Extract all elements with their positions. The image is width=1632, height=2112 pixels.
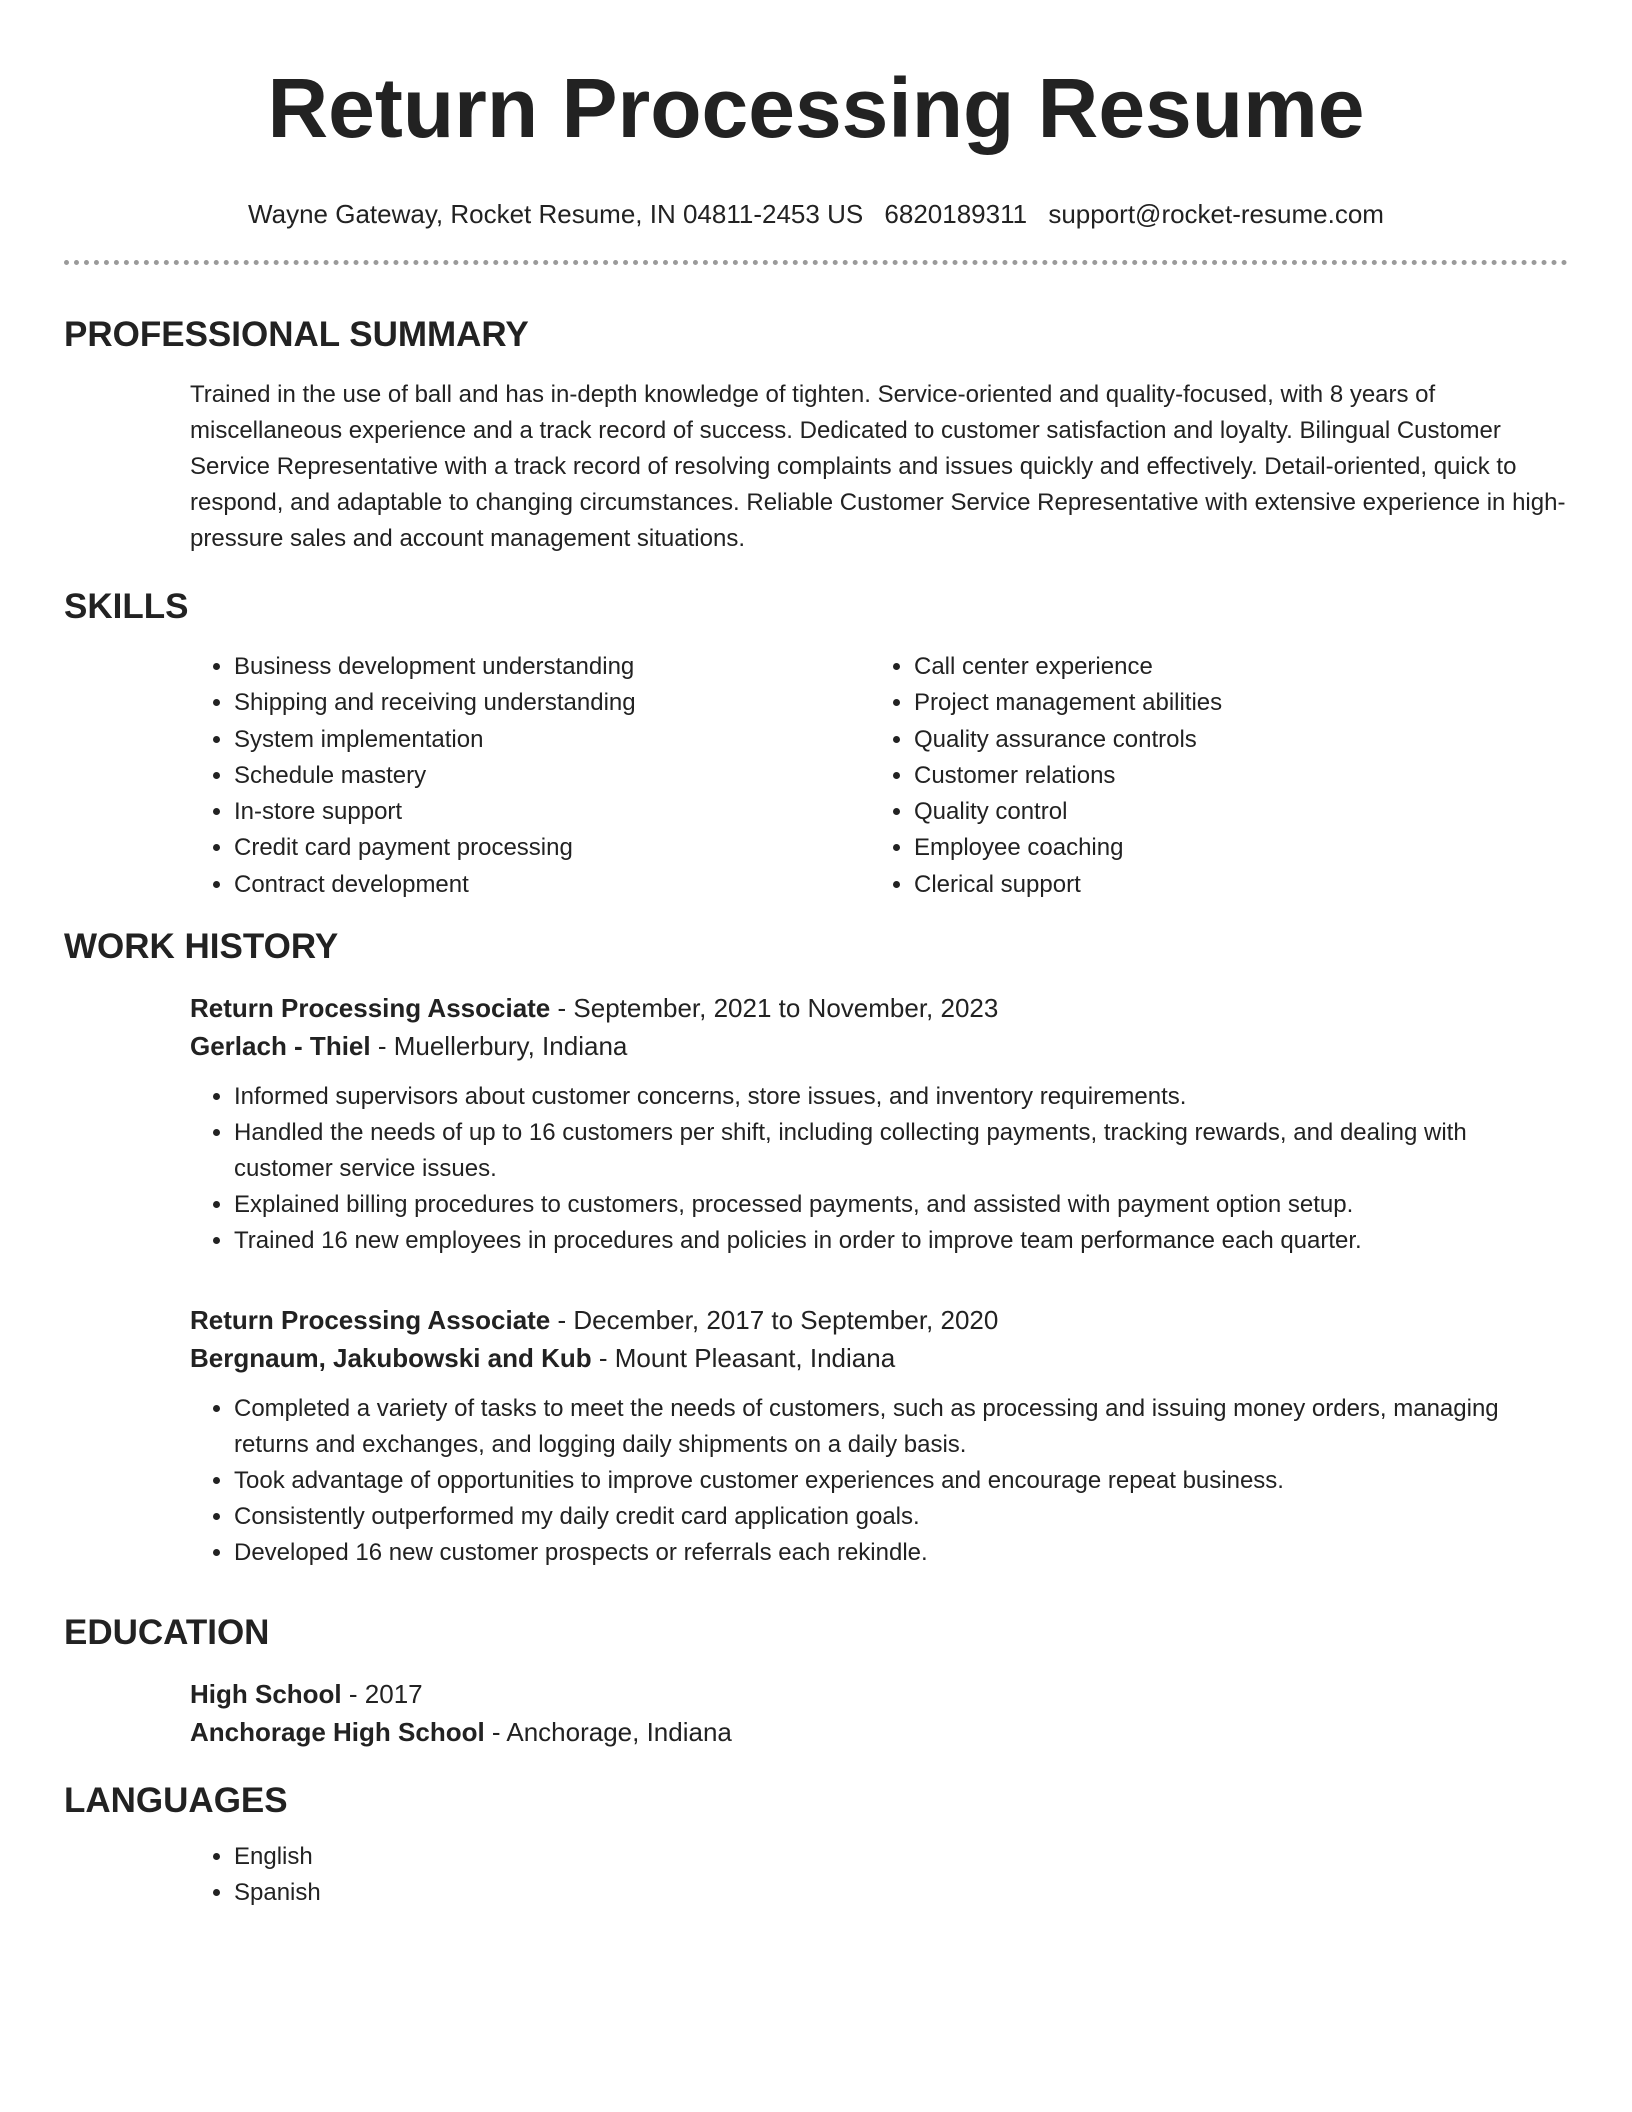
skills-section (64, 649, 1568, 903)
skill-item: • Customer relations (914, 758, 1550, 794)
summary-text: Trained in the use of ball and has in-depth knowledge of tighten. Service-oriented and quality-focused, with 8 years of miscellaneous experience and a track record of success. Dedicated to customer satisfaction and loyalty. Bilingual Customer Service Representative with a track record of resolving complaints and issues quickly and effectively. Detail-oriented, quick to respond, and adaptable to changing circumstances. Reliable Customer Service Representative with extensive experience in high-pressure sales and account management situations. (190, 381, 1566, 552)
work-history-section (64, 989, 1568, 1571)
languages-list (190, 1839, 1568, 1911)
job-bullet: • Completed a variety of tasks to meet the needs of customers, such as processing and issuing money orders, managing returns and exchanges, and logging daily shipments on a daily basis. (234, 1391, 1568, 1463)
job-bullet: • Informed supervisors about customer concerns, store issues, and inventory requirements. (234, 1079, 1568, 1115)
job-bullet: • Took advantage of opportunities to improve customer experiences and encourage repeat business. (234, 1463, 1568, 1499)
job-bullet: • Trained 16 new employees in procedures and policies in order to improve team performance each quarter. (234, 1223, 1568, 1259)
job-bullet: • Developed 16 new customer prospects or referrals each rekindle. (234, 1535, 1568, 1571)
skills-list-right (870, 649, 1550, 903)
education-year: - 2017 (341, 1679, 423, 1710)
skill-item: • Contract development (234, 867, 870, 903)
education-section (64, 1675, 1568, 1751)
skills-list-left (190, 649, 870, 903)
summary-heading: PROFESSIONAL SUMMARY (64, 315, 529, 354)
skill-item: • Employee coaching (914, 830, 1550, 866)
work-history-heading: WORK HISTORY (64, 927, 339, 967)
contact-email: support@rocket-resume.com (1048, 199, 1384, 229)
language-item: • Spanish (234, 1875, 1568, 1911)
skill-item: • Project management abilities (914, 685, 1550, 721)
education-school: Anchorage High School (190, 1717, 485, 1748)
job-company: Gerlach - Thiel (190, 1031, 371, 1062)
skill-item: • Quality control (914, 794, 1550, 830)
job-company-line (190, 1027, 1568, 1065)
education-degree: High School (190, 1679, 342, 1710)
job-bullets (190, 1391, 1568, 1571)
skills-heading: SKILLS (64, 587, 189, 626)
skills-columns (190, 649, 1568, 903)
skill-item: • Quality assurance controls (914, 722, 1550, 758)
job-title: Return Processing Associate (190, 1305, 551, 1336)
education-location: - Anchorage, Indiana (484, 1717, 732, 1748)
resume-title: Return Processing Resume (267, 61, 1365, 155)
skill-item: • In-store support (234, 794, 870, 830)
job-bullets (190, 1079, 1568, 1259)
job-dates: - September, 2021 to November, 2023 (550, 993, 999, 1024)
job-title-line (190, 989, 1568, 1027)
job-bullet: • Explained billing procedures to customers, processed payments, and assisted with payment option setup. (234, 1187, 1568, 1223)
languages-heading: LANGUAGES (64, 1781, 288, 1821)
job-title-line (190, 1301, 1568, 1339)
education-heading: EDUCATION (64, 1613, 270, 1653)
job-bullet: • Consistently outperformed my daily credit card application goals. (234, 1499, 1568, 1535)
contact-line (64, 198, 1568, 230)
job-company-line (190, 1339, 1568, 1377)
job-title: Return Processing Associate (190, 993, 551, 1024)
skill-item: • System implementation (234, 722, 870, 758)
language-item: • English (234, 1839, 1568, 1875)
contact-phone: 6820189311 (884, 199, 1028, 229)
skill-item: • Shipping and receiving understanding (234, 685, 870, 721)
job-bullet: • Handled the needs of up to 16 customers per shift, including collecting payments, tracking rewards, and dealing with customer service issues. (234, 1115, 1568, 1187)
header-divider (64, 260, 1568, 265)
education-school-line (190, 1713, 1568, 1751)
skill-item: • Clerical support (914, 867, 1550, 903)
skill-item: • Call center experience (914, 649, 1550, 685)
education-degree-line (190, 1675, 1568, 1713)
job-company: Bergnaum, Jakubowski and Kub (190, 1343, 592, 1374)
summary-section (64, 377, 1568, 557)
skill-item: • Schedule mastery (234, 758, 870, 794)
skill-item: • Credit card payment processing (234, 830, 870, 866)
job-location: - Mount Pleasant, Indiana (591, 1343, 896, 1374)
job-entry (190, 1301, 1568, 1571)
job-location: - Muellerbury, Indiana (370, 1031, 628, 1062)
contact-address: Wayne Gateway, Rocket Resume, IN 04811-2453 US (248, 199, 864, 229)
job-entry (190, 989, 1568, 1259)
job-dates: - December, 2017 to September, 2020 (550, 1305, 999, 1336)
languages-section (64, 1839, 1568, 1911)
skill-item: • Business development understanding (234, 649, 870, 685)
